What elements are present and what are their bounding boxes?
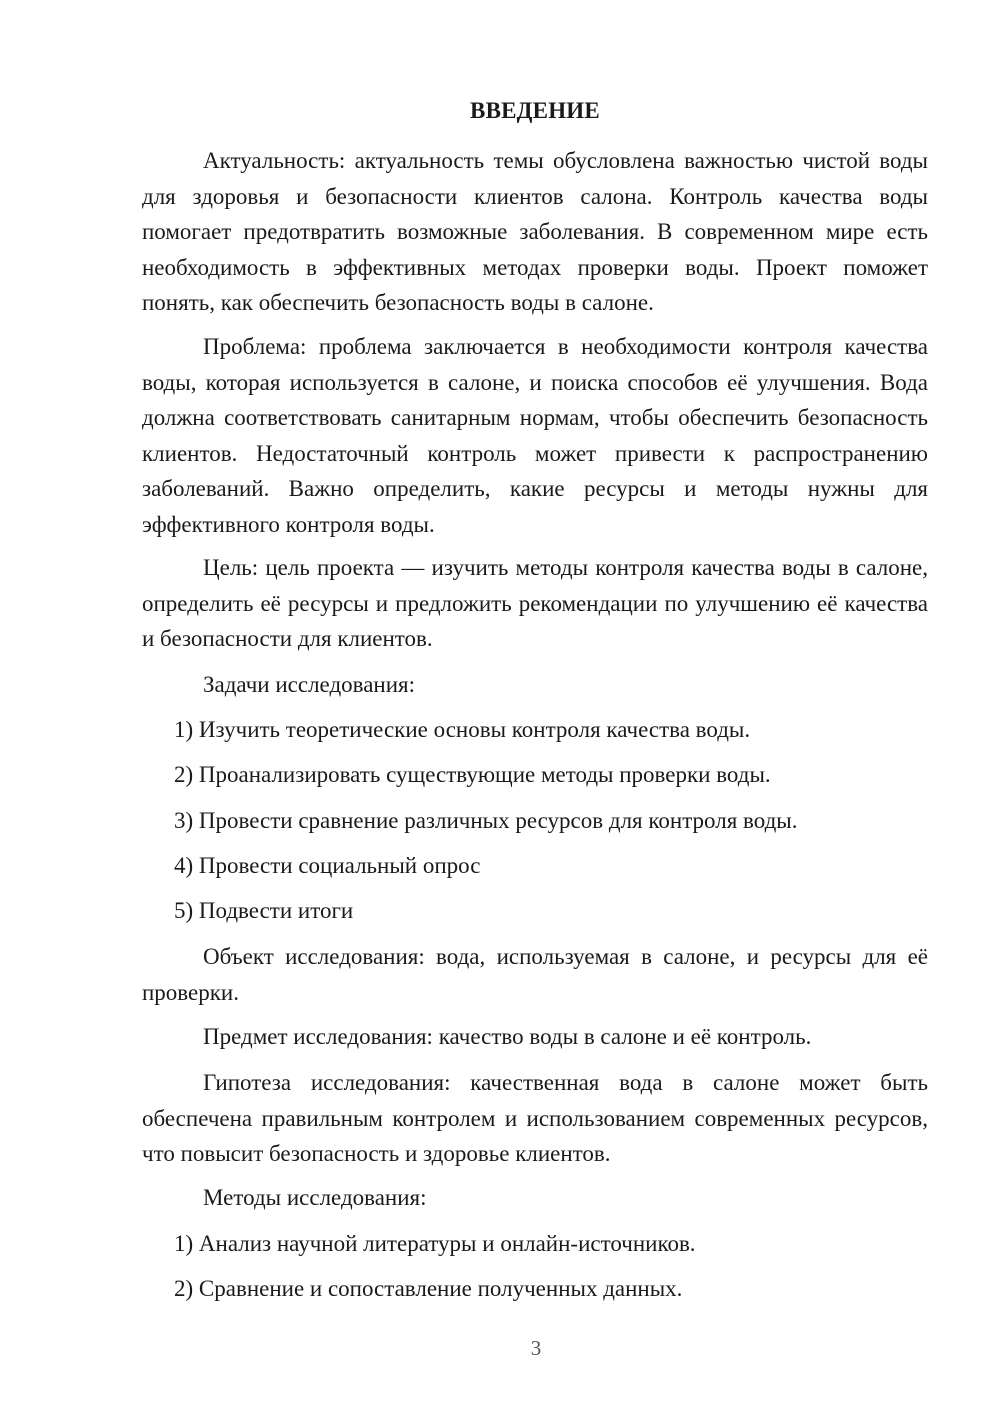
method-item: 1) Анализ научной литературы и онлайн-источников. <box>174 1231 696 1256</box>
page-title: ВВЕДЕНИЕ <box>470 98 600 123</box>
task-item: 1) Изучить теоретические основы контроля качества воды. <box>174 717 751 742</box>
hypothesis-paragraph: Гипотеза исследования: качественная вода в салоне может быть обеспечена правильным контролем и использованием современных ресурсов, что повысит безопасность и здоровье клиентов. <box>142 1070 928 1166</box>
relevance-paragraph: Актуальность: актуальность темы обусловлена важностью чистой воды для здоровья и безопасности клиентов салона. Контроль качества воды помогает предотвратить возможные заболевания. В современном мире есть необходимость в эффективных методах проверки воды. Проект поможет понять, как обеспечить безопасность воды в салоне. <box>142 148 928 315</box>
page-number: 3 <box>530 1336 542 1360</box>
method-item: 2) Сравнение и сопоставление полученных данных. <box>174 1276 683 1301</box>
task-item: 4) Провести социальный опрос <box>174 853 481 878</box>
task-item: 5) Подвести итоги <box>174 898 354 923</box>
task-item: 3) Провести сравнение различных ресурсов для контроля воды. <box>174 808 798 833</box>
subject-paragraph: Предмет исследования: качество воды в салоне и её контроль. <box>203 1024 812 1049</box>
tasks-heading: Задачи исследования: <box>203 672 416 697</box>
methods-heading: Методы исследования: <box>203 1185 427 1210</box>
task-item: 2) Проанализировать существующие методы проверки воды. <box>174 762 771 787</box>
goal-paragraph: Цель: цель проекта — изучить методы контроля качества воды в салоне, определить её ресурсы и предложить рекомендации по улучшению её качества и безопасности для клиентов. <box>142 555 928 651</box>
object-paragraph: Объект исследования: вода, используемая в салоне, и ресурсы для её проверки. <box>142 944 928 1005</box>
problem-paragraph: Проблема: проблема заключается в необходимости контроля качества воды, которая используется в салоне, и поиска способов её улучшения. Вода должна соответствовать санитарным нормам, чтобы обеспечить безопасность клиентов. Недостаточный контроль может привести к распространению заболеваний. Важно определить, какие ресурсы и методы нужны для эффективного контроля воды. <box>142 334 928 537</box>
